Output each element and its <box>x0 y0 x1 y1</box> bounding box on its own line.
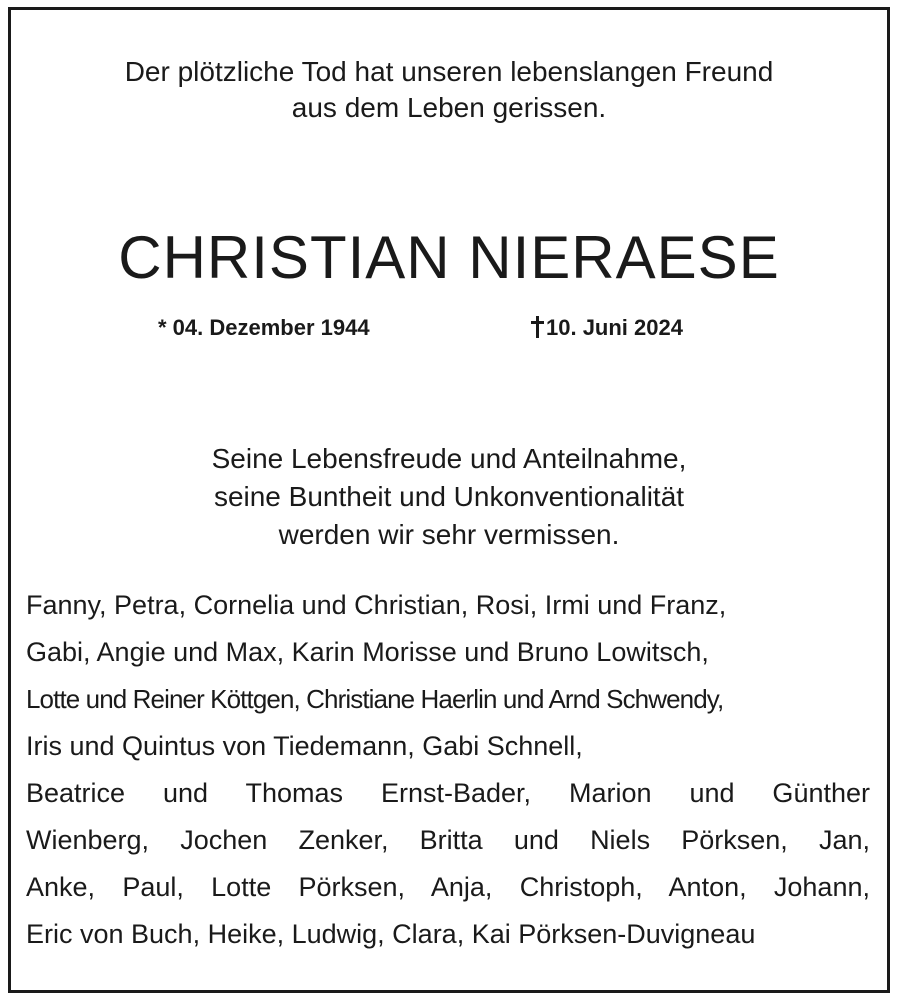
mourners-line: Wienberg, Jochen Zenker, Britta und Niels Pörksen, Jan, <box>26 825 870 855</box>
birth-date: * 04. Dezember 1944 <box>158 315 370 340</box>
mourners-list <box>26 582 870 958</box>
mourners-line: Eric von Buch, Heike, Ludwig, Clara, Kai Pörksen-Duvigneau <box>26 919 756 949</box>
tribute-text <box>0 440 898 554</box>
mourners-line: Gabi, Angie und Max, Karin Morisse und Bruno Lowitsch, <box>26 637 709 667</box>
death-date: 10. Juni 2024 <box>546 315 683 340</box>
cross-icon <box>530 316 544 338</box>
mourners-line: Iris und Quintus von Tiedemann, Gabi Schnell, <box>26 731 583 761</box>
mourners-line: Anke, Paul, Lotte Pörksen, Anja, Christoph, Anton, Johann, <box>26 872 870 902</box>
tribute-line: werden wir sehr vermissen. <box>278 519 620 550</box>
intro-line: aus dem Leben gerissen. <box>291 92 607 123</box>
intro-line: Der plötzliche Tod hat unseren lebenslangen Freund <box>124 56 774 87</box>
intro-text <box>0 54 898 126</box>
mourners-line: Lotte und Reiner Köttgen, Christiane Haerlin und Arnd Schwendy, <box>26 684 724 714</box>
deceased-name: CHRISTIAN NIERAESE <box>118 224 780 291</box>
tribute-line: seine Buntheit und Unkonventionalität <box>213 481 685 512</box>
tribute-line: Seine Lebensfreude und Anteilnahme, <box>211 443 687 474</box>
mourners-line: Fanny, Petra, Cornelia und Christian, Rosi, Irmi und Franz, <box>26 590 727 620</box>
mourners-line: Beatrice und Thomas Ernst-Bader, Marion und Günther <box>26 778 870 808</box>
death-date-group <box>530 312 683 344</box>
